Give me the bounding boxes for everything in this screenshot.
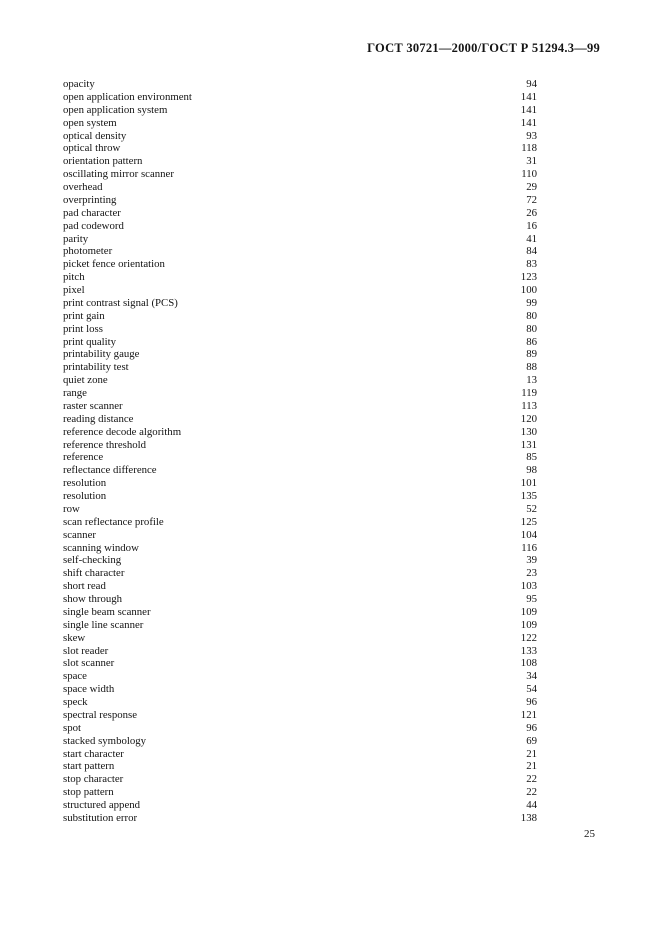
index-entry-term: overhead: [63, 181, 103, 193]
index-entry-term: quiet zone: [63, 374, 108, 387]
index-entry-page: 96: [526, 721, 537, 734]
index-entry-row: [63, 142, 537, 155]
index-entry-term: orientation pattern: [63, 155, 143, 168]
index-entry-row: [63, 104, 537, 117]
index-entry-page: 141: [520, 103, 537, 116]
index-entry-page: 100: [520, 284, 537, 296]
index-entry-term: photometer: [63, 245, 113, 258]
index-entry-page: 141: [520, 90, 537, 103]
index-entry-row: [63, 529, 537, 542]
index-entry-row: [63, 542, 537, 555]
index-entry-page: 93: [526, 129, 537, 142]
index-entry-page: 121: [520, 708, 537, 721]
index-entry-page: 122: [520, 631, 537, 644]
index-entry-term: open application system: [63, 103, 168, 116]
index-entry-term: start pattern: [63, 760, 115, 773]
index-entry-term: pad codeword: [63, 219, 124, 232]
index-entry-page: 94: [526, 78, 537, 90]
index-entry-page: 89: [526, 348, 537, 361]
index-entry-row: [63, 619, 537, 632]
index-entry-page: 54: [526, 683, 537, 696]
index-entry-page: 99: [526, 296, 537, 309]
index-entry-term: print quality: [63, 335, 117, 348]
index-entry-term: structured append: [63, 799, 141, 811]
index-entry-row: [63, 812, 537, 825]
index-entry-page: 26: [526, 206, 537, 219]
index-entry-term: self-checking: [63, 554, 122, 567]
index-entry-page: 72: [526, 193, 537, 206]
index-entry-term: picket fence orientation: [63, 258, 165, 271]
index-entry-term: start character: [63, 747, 124, 760]
index-entry-row: [63, 400, 537, 413]
index-entry-page: 83: [526, 258, 537, 271]
index-entry-term: print loss: [63, 322, 103, 335]
index-entry-page: 135: [520, 490, 537, 502]
index-entry-page: 95: [526, 593, 537, 605]
index-entry-term: spot: [63, 721, 81, 734]
index-entry-page: 141: [520, 116, 537, 129]
index-entry-page: 13: [526, 374, 537, 387]
index-entry-row: [63, 670, 537, 683]
index-entry-row: [63, 194, 537, 207]
index-entry-term: speck: [63, 696, 88, 708]
index-entry-row: [63, 709, 537, 722]
index-entry-page: 96: [526, 696, 537, 708]
index-entry-row: [63, 271, 537, 284]
index-entry-page: 16: [526, 219, 537, 232]
index-entry-row: [63, 799, 537, 812]
index-entry-term: optical throw: [63, 142, 121, 155]
index-entry-term: pad character: [63, 206, 121, 219]
index-entry-row: [63, 516, 537, 529]
index-entry-term: reference threshold: [63, 438, 147, 451]
index-entry-page: 85: [526, 451, 537, 464]
index-entry-row: [63, 593, 537, 606]
index-entry-page: 119: [521, 387, 537, 399]
index-entry-term: print contrast signal (PCS): [63, 296, 178, 309]
index-entry-row: [63, 722, 537, 735]
index-entry-row: [63, 477, 537, 490]
index-entry-page: 21: [526, 747, 537, 760]
index-entry-page: 22: [526, 773, 537, 786]
index-entry-row: [63, 233, 537, 246]
index-entry-term: show through: [63, 593, 123, 605]
index-entry-row: [63, 361, 537, 374]
index-entry-page: 120: [520, 412, 537, 425]
index-entry-term: optical density: [63, 129, 127, 142]
index-entry-page: 138: [520, 811, 537, 824]
index-entry-term: print gain: [63, 309, 105, 322]
index-entry-term: substitution error: [63, 811, 138, 824]
index-entry-row: [63, 374, 537, 387]
index-entry-page: 22: [526, 786, 537, 799]
index-entry-row: [63, 464, 537, 477]
index-entry-term: single beam scanner: [63, 605, 151, 618]
index-entry-row: [63, 181, 537, 194]
index-entry-row: [63, 735, 537, 748]
index-entry-row: [63, 786, 537, 799]
index-entry-term: scanner: [63, 528, 96, 541]
index-entry-term: row: [63, 502, 80, 515]
index-entry-row: [63, 490, 537, 503]
index-entry-row: [63, 310, 537, 323]
index-entry-page: 104: [520, 528, 537, 541]
index-entry-row: [63, 297, 537, 310]
index-entry-term: reference: [63, 451, 104, 464]
index-entry-term: resolution: [63, 477, 107, 490]
index-entry-row: [63, 91, 537, 104]
index-entry-term: reading distance: [63, 412, 134, 425]
index-entry-row: [63, 348, 537, 361]
index-entry-term: parity: [63, 232, 89, 245]
index-entry-term: open application environment: [63, 90, 192, 103]
index-entry-page: 29: [526, 181, 537, 193]
index-entry-term: reference decode algorithm: [63, 425, 182, 438]
index-entry-row: [63, 284, 537, 297]
index-entry-row: [63, 696, 537, 709]
index-entry-row: [63, 258, 537, 271]
index-entry-page: 123: [520, 271, 537, 284]
index-entry-row: [63, 78, 537, 91]
index-entry-page: 86: [526, 335, 537, 348]
index-entry-page: 69: [526, 734, 537, 747]
index-entry-row: [63, 748, 537, 761]
index-entry-row: [63, 130, 537, 143]
index-entry-page: 88: [526, 361, 537, 374]
index-entry-row: [63, 387, 537, 400]
index-entry-term: resolution: [63, 490, 107, 502]
index-entry-row: [63, 657, 537, 670]
index-entry-page: 44: [526, 799, 537, 811]
index-entry-page: 110: [521, 168, 537, 181]
index-entry-term: short read: [63, 580, 106, 593]
index-entry-term: space: [63, 670, 87, 683]
index-entry-row: [63, 580, 537, 593]
index-entry-page: 31: [526, 155, 537, 168]
index-entry-page: 108: [520, 657, 537, 670]
index-entry-page: 34: [526, 670, 537, 683]
index-entry-row: [63, 207, 537, 220]
index-entry-term: scan reflectance profile: [63, 515, 164, 528]
index-entry-term: printability gauge: [63, 348, 140, 361]
index-entry-term: pitch: [63, 271, 85, 284]
index-entry-page: 80: [526, 322, 537, 335]
index-entry-term: range: [63, 387, 87, 399]
index-entry-term: raster scanner: [63, 399, 123, 412]
page-number: 25: [584, 828, 595, 840]
index-entry-row: [63, 155, 537, 168]
index-entry-term: opacity: [63, 78, 95, 90]
document-header-title: ГОСТ 30721—2000/ГОСТ Р 51294.3—99: [367, 41, 600, 55]
index-entry-row: [63, 426, 537, 439]
index-entry-row: [63, 645, 537, 658]
index-entry-page: 131: [520, 438, 537, 451]
index-entry-page: 84: [526, 245, 537, 258]
index-entry-term: printability test: [63, 361, 129, 374]
index-entry-page: 103: [520, 580, 537, 593]
index-entry-page: 116: [521, 541, 537, 554]
index-entry-term: slot scanner: [63, 657, 115, 670]
index-entry-term: stop character: [63, 773, 124, 786]
index-entry-page: 39: [526, 554, 537, 567]
index-entry-row: [63, 683, 537, 696]
index-entry-row: [63, 632, 537, 645]
index-entry-page: 109: [520, 605, 537, 618]
index-entry-term: stop pattern: [63, 786, 114, 799]
index-entry-row: [63, 554, 537, 567]
index-entry-row: [63, 503, 537, 516]
index-entry-row: [63, 606, 537, 619]
index-entry-term: space width: [63, 683, 115, 696]
index-entry-term: slot reader: [63, 644, 109, 657]
index-entry-row: [63, 567, 537, 580]
index-entry-page: 21: [526, 760, 537, 773]
index-entry-page: 125: [520, 515, 537, 528]
index-entry-row: [63, 773, 537, 786]
index-entry-term: open system: [63, 116, 117, 129]
index-entry-page: 109: [520, 618, 537, 631]
index-entry-term: shift character: [63, 567, 125, 580]
index-entry-row: [63, 117, 537, 130]
index-entry-page: 101: [520, 477, 537, 490]
index-entry-term: overprinting: [63, 193, 117, 206]
index-entry-page: 98: [526, 464, 537, 477]
index-entry-page: 118: [521, 142, 537, 155]
index-entry-page: 133: [520, 644, 537, 657]
index-entry-term: spectral response: [63, 708, 138, 721]
index-entry-term: single line scanner: [63, 618, 144, 631]
index-entry-page: 52: [526, 502, 537, 515]
index-entry-row: [63, 413, 537, 426]
index-entry-page: 80: [526, 309, 537, 322]
index-entry-term: scanning window: [63, 541, 139, 554]
index-entry-term: pixel: [63, 284, 85, 296]
index-entry-page: 113: [521, 399, 537, 412]
index-entry-row: [63, 245, 537, 258]
index-entry-term: reflectance difference: [63, 464, 157, 477]
index-entry-row: [63, 760, 537, 773]
index-entry-page: 23: [526, 567, 537, 580]
index-entry-row: [63, 168, 537, 181]
index-entry-term: stacked symbology: [63, 734, 147, 747]
index-entry-page: 41: [526, 232, 537, 245]
index-term-list: [63, 78, 537, 825]
index-entry-row: [63, 336, 537, 349]
index-entry-term: oscillating mirror scanner: [63, 168, 174, 181]
index-entry-term: skew: [63, 631, 86, 644]
index-entry-page: 130: [520, 425, 537, 438]
index-entry-row: [63, 439, 537, 452]
index-entry-row: [63, 220, 537, 233]
index-entry-row: [63, 323, 537, 336]
index-entry-row: [63, 451, 537, 464]
